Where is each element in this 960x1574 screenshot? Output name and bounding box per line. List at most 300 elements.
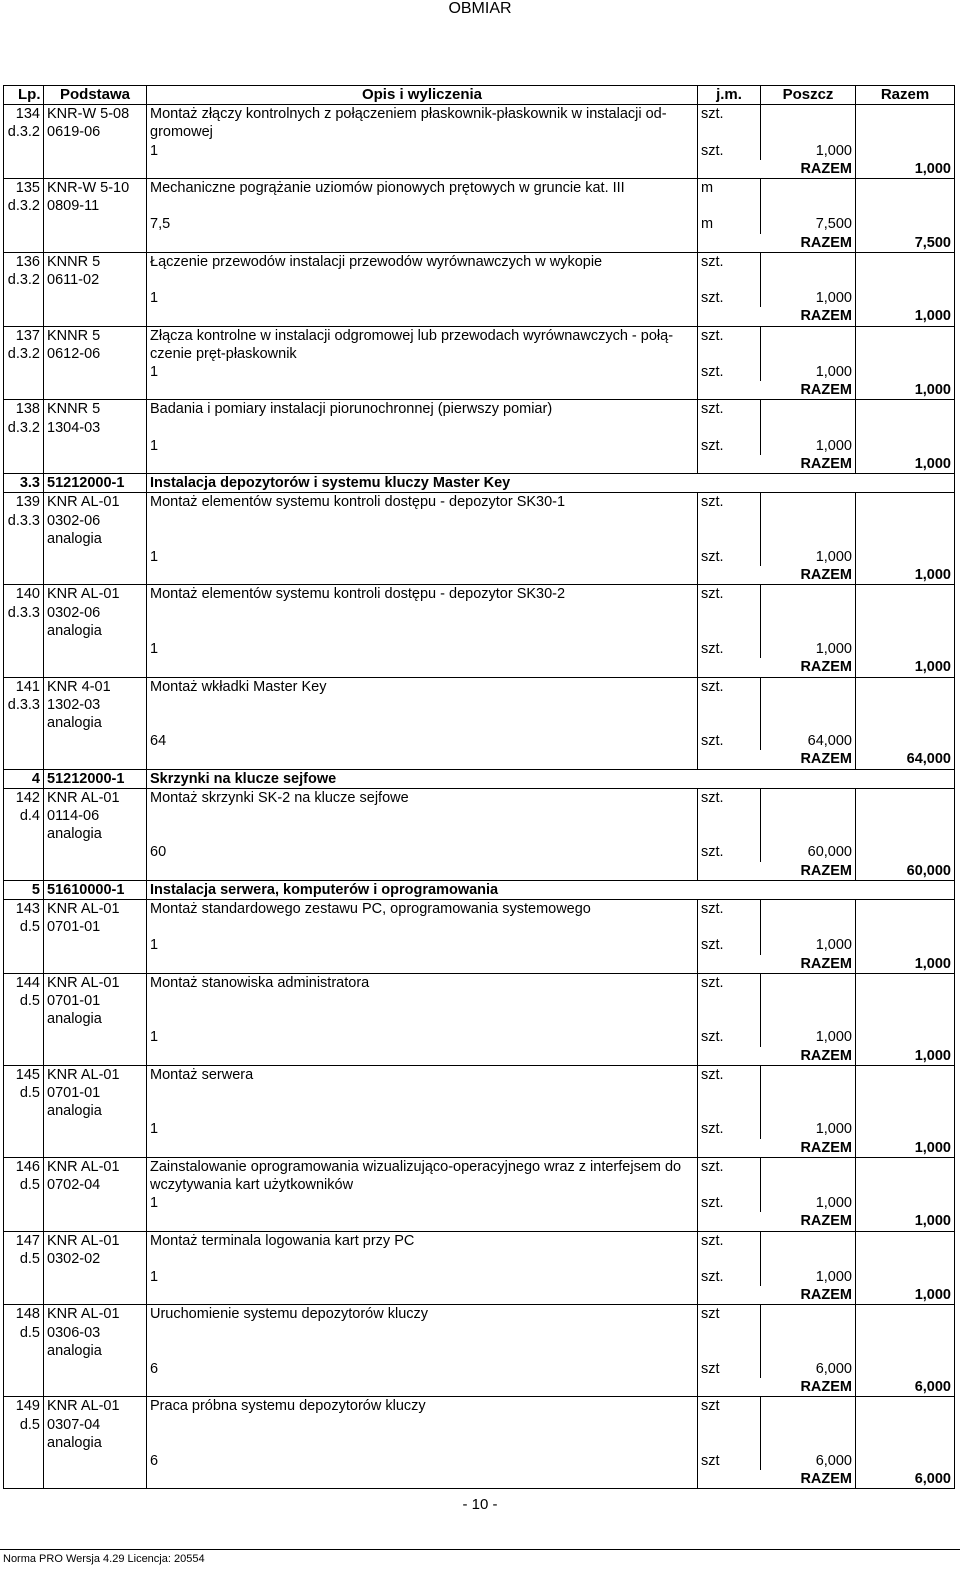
empty-cell [4, 1452, 44, 1470]
item-base: 0701-01 [44, 1084, 147, 1102]
sum-label: RAZEM [698, 455, 856, 474]
item-section-ref: d.5 [4, 1250, 44, 1268]
sum-label: RAZEM [698, 307, 856, 326]
empty-cell [147, 992, 698, 1010]
item-section-ref: d.3.2 [4, 419, 44, 437]
item-number: 140 [4, 585, 44, 604]
header-podstawa: Podstawa [44, 86, 147, 105]
item-description: Mechaniczne pogrążanie uziomów pionowych prętowych w gruncie kat. III [147, 179, 698, 198]
sum-label: RAZEM [698, 658, 856, 677]
calc-unit: szt. [698, 1268, 761, 1286]
sum-row [4, 862, 955, 881]
empty-cell [44, 1286, 147, 1305]
calc-unit: szt [698, 1360, 761, 1378]
empty-cell [698, 419, 761, 437]
empty-cell [856, 992, 955, 1010]
empty-cell [856, 400, 955, 419]
empty-cell [4, 215, 44, 233]
item-row [4, 677, 955, 696]
calc-unit: szt. [698, 843, 761, 861]
empty-cell [698, 918, 761, 936]
empty-cell [44, 1212, 147, 1231]
item-section-ref: d.3.3 [4, 696, 44, 714]
item-number: 147 [4, 1231, 44, 1250]
item-base: 0701-01 [44, 918, 147, 936]
empty-cell [761, 512, 856, 530]
item-description: Badania i pomiary instalacji piorunochronnej (pierwszy pomiar) [147, 400, 698, 419]
section-code: 5 [4, 880, 44, 899]
empty-cell [856, 1028, 955, 1046]
calc-value: 60,000 [761, 843, 856, 861]
empty-cell [4, 1378, 44, 1397]
empty-cell [698, 1250, 761, 1268]
item-unit: szt. [698, 788, 761, 807]
empty-cell [4, 732, 44, 750]
empty-cell [147, 1416, 698, 1434]
section-header-row [4, 769, 955, 788]
item-base: KNR AL-01 [44, 585, 147, 604]
item-unit: szt. [698, 585, 761, 604]
empty-cell [44, 658, 147, 677]
item-base: analogia [44, 714, 147, 732]
item-row [4, 807, 955, 825]
calc-expression: 1 [147, 640, 698, 658]
calc-value: 1,000 [761, 1268, 856, 1286]
item-base: KNR AL-01 [44, 1397, 147, 1416]
calc-row [4, 640, 955, 658]
calc-value: 7,500 [761, 215, 856, 233]
empty-cell [147, 1084, 698, 1102]
empty-cell [856, 1102, 955, 1120]
item-description: Montaż elementów systemu kontroli dostępu - depozytor SK30-2 [147, 585, 698, 604]
document-title: OBMIAR [448, 0, 512, 17]
empty-cell [4, 1120, 44, 1138]
empty-cell [44, 843, 147, 861]
calc-row [4, 1028, 955, 1046]
empty-cell [761, 1342, 856, 1360]
item-unit: szt. [698, 1231, 761, 1250]
item-base: analogia [44, 1342, 147, 1360]
item-number: 149 [4, 1397, 44, 1416]
item-base: analogia [44, 622, 147, 640]
calc-value: 64,000 [761, 732, 856, 750]
sum-label: RAZEM [698, 381, 856, 400]
empty-cell [4, 955, 44, 974]
item-section-ref: d.5 [4, 1324, 44, 1342]
item-description: Montaż skrzynki SK-2 na klucze sejfowe [147, 788, 698, 807]
empty-cell [698, 1176, 761, 1194]
empty-cell [698, 123, 761, 141]
empty-cell [761, 1324, 856, 1342]
item-section-ref: d.5 [4, 1416, 44, 1434]
empty-cell [856, 271, 955, 289]
empty-cell [4, 381, 44, 400]
empty-cell [856, 696, 955, 714]
sum-label: RAZEM [698, 1139, 856, 1158]
empty-cell [856, 142, 955, 160]
empty-cell [147, 1047, 698, 1066]
empty-cell [4, 1212, 44, 1231]
sum-value: 1,000 [856, 1139, 955, 1158]
sum-value: 1,000 [856, 1047, 955, 1066]
empty-cell [856, 493, 955, 512]
empty-cell [698, 1010, 761, 1028]
empty-cell [856, 1157, 955, 1176]
empty-cell [856, 585, 955, 604]
empty-cell [761, 992, 856, 1010]
calc-value: 6,000 [761, 1452, 856, 1470]
sum-row [4, 1139, 955, 1158]
empty-cell [856, 512, 955, 530]
empty-cell [856, 622, 955, 640]
sum-value: 1,000 [856, 381, 955, 400]
footer-license: Norma PRO Wersja 4.29 Licencja: 20554 [3, 1553, 205, 1565]
empty-cell [4, 658, 44, 677]
item-unit: szt. [698, 1065, 761, 1084]
sum-row [4, 750, 955, 769]
header-razem: Razem [856, 86, 955, 105]
sum-value: 1,000 [856, 658, 955, 677]
empty-cell [856, 419, 955, 437]
item-section-ref: d.3.2 [4, 197, 44, 215]
item-row [4, 604, 955, 622]
sum-label: RAZEM [698, 1378, 856, 1397]
item-description: Łączenie przewodów instalacji przewodów wyrównawczych w wykopie [147, 252, 698, 271]
empty-cell [698, 271, 761, 289]
empty-cell [4, 160, 44, 179]
empty-cell [4, 1102, 44, 1120]
section-header-row [4, 880, 955, 899]
sum-row [4, 307, 955, 326]
empty-cell [761, 252, 856, 271]
calc-unit: szt. [698, 363, 761, 381]
empty-cell [44, 381, 147, 400]
item-number: 138 [4, 400, 44, 419]
calc-expression: 1 [147, 1268, 698, 1286]
empty-cell [761, 419, 856, 437]
empty-cell [698, 1434, 761, 1452]
sum-row [4, 1470, 955, 1489]
empty-cell [4, 1342, 44, 1360]
item-unit: szt. [698, 252, 761, 271]
empty-cell [147, 1010, 698, 1028]
empty-cell [44, 307, 147, 326]
item-row [4, 714, 955, 732]
empty-cell [44, 1360, 147, 1378]
empty-cell [761, 1157, 856, 1176]
item-base: 0302-02 [44, 1250, 147, 1268]
item-unit: szt. [698, 677, 761, 696]
sum-value: 60,000 [856, 862, 955, 881]
calc-unit: szt. [698, 142, 761, 160]
empty-cell [44, 1268, 147, 1286]
calc-expression: 1 [147, 437, 698, 455]
empty-cell [856, 1324, 955, 1342]
empty-cell [44, 1120, 147, 1138]
calc-unit: szt [698, 1452, 761, 1470]
item-row [4, 1434, 955, 1452]
item-base: KNNR 5 [44, 400, 147, 419]
item-row [4, 530, 955, 548]
empty-cell [4, 1360, 44, 1378]
empty-cell [698, 1416, 761, 1434]
empty-cell [698, 530, 761, 548]
section-title: Instalacja depozytorów i systemu kluczy Master Key [147, 474, 955, 493]
sum-label: RAZEM [698, 234, 856, 253]
item-base: 0612-06 [44, 345, 147, 363]
calc-row [4, 1194, 955, 1212]
item-base: 0619-06 [44, 123, 147, 141]
item-unit: szt [698, 1397, 761, 1416]
empty-cell [761, 918, 856, 936]
item-row [4, 179, 955, 198]
empty-cell [44, 732, 147, 750]
empty-cell [761, 807, 856, 825]
empty-cell [856, 197, 955, 215]
sum-row [4, 1212, 955, 1231]
header-opis: Opis i wyliczenia [147, 86, 698, 105]
calc-row [4, 1268, 955, 1286]
calc-value: 1,000 [761, 548, 856, 566]
empty-cell [761, 1084, 856, 1102]
calc-expression: 7,5 [147, 215, 698, 233]
empty-cell [44, 215, 147, 233]
item-unit: m [698, 179, 761, 198]
empty-cell [856, 1250, 955, 1268]
empty-cell [698, 825, 761, 843]
calc-value: 1,000 [761, 289, 856, 307]
empty-cell [4, 1047, 44, 1066]
item-row [4, 105, 955, 124]
empty-cell [761, 530, 856, 548]
empty-cell [147, 622, 698, 640]
empty-cell [4, 1434, 44, 1452]
empty-cell [4, 455, 44, 474]
item-unit: szt. [698, 899, 761, 918]
item-base: analogia [44, 530, 147, 548]
empty-cell [761, 271, 856, 289]
empty-cell [4, 289, 44, 307]
sum-value: 1,000 [856, 307, 955, 326]
calc-unit: szt. [698, 640, 761, 658]
item-row [4, 696, 955, 714]
item-row [4, 788, 955, 807]
calc-row [4, 843, 955, 861]
item-description: Zainstalowanie oprogramowania wizualizująco-operacyjnego wraz z interfejsem do wczytywania kart użytkowników [147, 1157, 698, 1194]
item-row [4, 493, 955, 512]
sum-row [4, 1378, 955, 1397]
calc-row [4, 732, 955, 750]
empty-cell [761, 714, 856, 732]
empty-cell [761, 1010, 856, 1028]
item-number: 141 [4, 677, 44, 696]
empty-cell [856, 1434, 955, 1452]
item-base: analogia [44, 825, 147, 843]
item-base: analogia [44, 1434, 147, 1452]
item-unit: szt. [698, 973, 761, 992]
empty-cell [44, 1194, 147, 1212]
item-number: 137 [4, 326, 44, 345]
header-jm: j.m. [698, 86, 761, 105]
empty-cell [761, 788, 856, 807]
item-row [4, 1397, 955, 1416]
sum-value: 6,000 [856, 1378, 955, 1397]
item-number: 144 [4, 973, 44, 992]
item-section-ref: d.5 [4, 1176, 44, 1194]
empty-cell [856, 1268, 955, 1286]
item-row [4, 1010, 955, 1028]
empty-cell [44, 289, 147, 307]
sum-row [4, 455, 955, 474]
sum-row [4, 1047, 955, 1066]
calc-expression: 1 [147, 1194, 698, 1212]
item-row [4, 1231, 955, 1250]
empty-cell [147, 234, 698, 253]
item-description: Montaż standardowego zestawu PC, oprogramowania systemowego [147, 899, 698, 918]
section-title: Skrzynki na klucze sejfowe [147, 769, 955, 788]
empty-cell [4, 363, 44, 381]
empty-cell [4, 1139, 44, 1158]
empty-cell [856, 1194, 955, 1212]
item-unit: szt. [698, 493, 761, 512]
empty-cell [4, 234, 44, 253]
item-unit: szt [698, 1305, 761, 1324]
item-number: 134 [4, 105, 44, 124]
empty-cell [761, 825, 856, 843]
empty-cell [856, 1176, 955, 1194]
item-row [4, 585, 955, 604]
item-row [4, 825, 955, 843]
empty-cell [147, 696, 698, 714]
empty-cell [4, 640, 44, 658]
calc-row [4, 1360, 955, 1378]
empty-cell [856, 215, 955, 233]
empty-cell [761, 696, 856, 714]
item-base: analogia [44, 1102, 147, 1120]
item-row [4, 1250, 955, 1268]
calc-value: 1,000 [761, 936, 856, 954]
item-number: 135 [4, 179, 44, 198]
calc-unit: szt. [698, 1120, 761, 1138]
item-row [4, 1102, 955, 1120]
calc-row [4, 363, 955, 381]
empty-cell [4, 843, 44, 861]
item-row [4, 197, 955, 215]
empty-cell [44, 862, 147, 881]
empty-cell [856, 1305, 955, 1324]
item-section-ref: d.3.3 [4, 604, 44, 622]
empty-cell [856, 899, 955, 918]
section-header-row [4, 474, 955, 493]
empty-cell [4, 566, 44, 585]
sum-label: RAZEM [698, 1470, 856, 1489]
calc-value: 1,000 [761, 437, 856, 455]
sum-value: 1,000 [856, 1212, 955, 1231]
calc-value: 6,000 [761, 1360, 856, 1378]
empty-cell [856, 604, 955, 622]
item-base: KNNR 5 [44, 252, 147, 271]
calc-expression: 6 [147, 1452, 698, 1470]
empty-cell [698, 1084, 761, 1102]
empty-cell [856, 1397, 955, 1416]
empty-cell [856, 677, 955, 696]
empty-cell [698, 512, 761, 530]
item-base: analogia [44, 1010, 147, 1028]
empty-cell [856, 548, 955, 566]
empty-cell [4, 1010, 44, 1028]
empty-cell [761, 622, 856, 640]
item-unit: szt. [698, 1157, 761, 1176]
item-row [4, 1416, 955, 1434]
empty-cell [4, 1470, 44, 1489]
empty-cell [44, 750, 147, 769]
item-base: KNR AL-01 [44, 973, 147, 992]
item-base: 0302-06 [44, 512, 147, 530]
empty-cell [761, 105, 856, 124]
empty-cell [761, 1434, 856, 1452]
empty-cell [856, 530, 955, 548]
section-code: 4 [4, 769, 44, 788]
sum-label: RAZEM [698, 160, 856, 179]
empty-cell [856, 843, 955, 861]
empty-cell [761, 585, 856, 604]
empty-cell [761, 1065, 856, 1084]
calc-expression: 1 [147, 363, 698, 381]
item-base: KNR AL-01 [44, 1305, 147, 1324]
empty-cell [761, 1231, 856, 1250]
empty-cell [147, 512, 698, 530]
empty-cell [44, 566, 147, 585]
item-section-ref: d.3.2 [4, 123, 44, 141]
item-base: KNR AL-01 [44, 1065, 147, 1084]
item-base: 1304-03 [44, 419, 147, 437]
empty-cell [4, 1028, 44, 1046]
empty-cell [856, 788, 955, 807]
calc-value: 1,000 [761, 1120, 856, 1138]
sum-row [4, 658, 955, 677]
item-base: 0306-03 [44, 1324, 147, 1342]
empty-cell [856, 825, 955, 843]
item-row [4, 899, 955, 918]
item-unit: szt. [698, 326, 761, 345]
calc-expression: 64 [147, 732, 698, 750]
item-section-ref: d.3.2 [4, 271, 44, 289]
calc-row [4, 1120, 955, 1138]
estimate-table [3, 85, 955, 1489]
empty-cell [4, 714, 44, 732]
calc-unit: szt. [698, 548, 761, 566]
sum-value: 1,000 [856, 160, 955, 179]
empty-cell [147, 918, 698, 936]
calc-expression: 1 [147, 1028, 698, 1046]
sum-value: 1,000 [856, 566, 955, 585]
item-description: Złącza kontrolne w instalacji odgromowej lub przewodach wyrównawczych - połą-czenie pręt-płaskownik [147, 326, 698, 363]
item-section-ref: d.4 [4, 807, 44, 825]
empty-cell [856, 1360, 955, 1378]
sum-row [4, 160, 955, 179]
empty-cell [856, 289, 955, 307]
empty-cell [147, 455, 698, 474]
empty-cell [761, 899, 856, 918]
empty-cell [761, 1250, 856, 1268]
empty-cell [856, 714, 955, 732]
empty-cell [44, 437, 147, 455]
empty-cell [856, 1120, 955, 1138]
empty-cell [856, 1231, 955, 1250]
item-number: 146 [4, 1157, 44, 1176]
section-code: 3.3 [4, 474, 44, 493]
empty-cell [4, 1286, 44, 1305]
